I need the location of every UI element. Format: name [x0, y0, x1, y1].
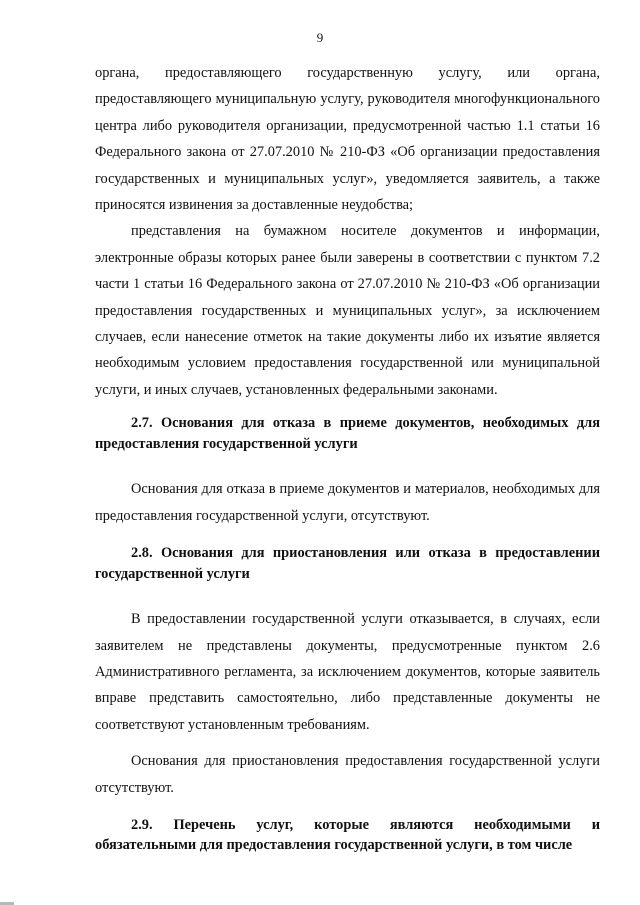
section-heading: 2.8. Основания для приостановления или отказа в предоставлении государственной услуги — [95, 545, 600, 582]
section-heading: 2.7. Основания для отказа в приеме документов, необходимых для предоставления государственной услуги — [95, 415, 600, 452]
paragraph: В предоставлении государственной услуги отказывается, в случаях, если заявителем не представлены документы, предусмотренные пунктом 2.6 Административного регламента, за исключением документов, которые заявитель вправе представить самостоятельно, либо представленные документы не соответствуют установленным требованиям. — [95, 611, 600, 733]
paragraph: Основания для отказа в приеме документов и материалов, необходимых для предоставления государственной услуги, отсутствуют. — [95, 481, 600, 524]
paragraph: представления на бумажном носителе документов и информации, электронные образы которых ранее были заверены в соответствии с пунктом 7.2 части 1 статьи 16 Федерального закона от 27.07.2010 № 210-ФЗ «Об организации предоставления государственных и муниципальных услуг», за исключением случаев, если нанесение отметок на такие документы либо их изъятие является необходимым условием предоставления государственной или муниципальной услуги, и иных случаев, установленных федеральными законами. — [95, 223, 600, 398]
paragraph: органа, предоставляющего государственную услугу, или органа, предоставляющего муниципальную услугу, руководителя многофункционального центра либо руководителя организации, предусмотренной частью 1.1 статьи 16 Федерального закона от 27.07.2010 № 210-ФЗ «Об организации предоставления государственных и муниципальных услуг», уведомляется заявитель, а также приносятся извинения за доставленные неудобства; — [95, 65, 600, 214]
document-body — [95, 60, 600, 856]
paragraph: Основания для приостановления предоставления государственной услуги отсутствуют. — [95, 753, 600, 796]
page-number: 9 — [316, 30, 324, 45]
section-heading: 2.9. Перечень услуг, которые являются необходимыми и обязательными для предоставления государственной услуги, в том числе — [95, 816, 600, 854]
